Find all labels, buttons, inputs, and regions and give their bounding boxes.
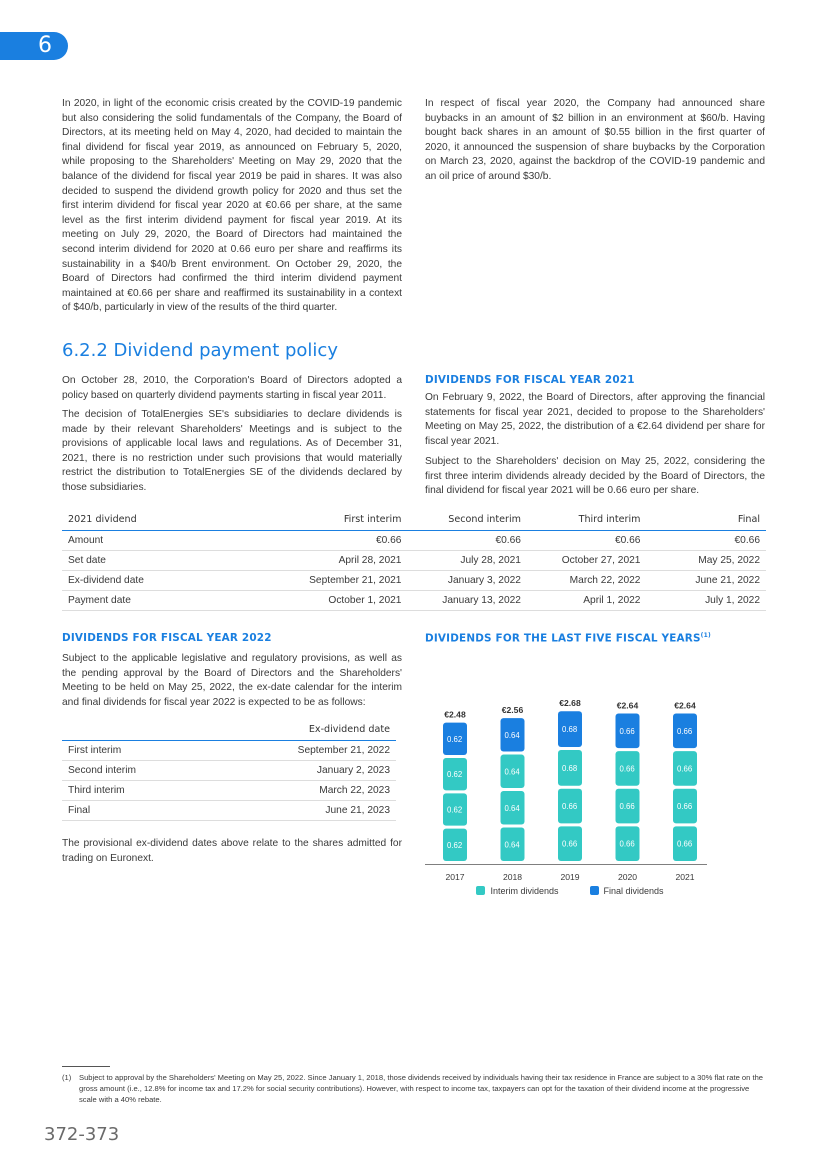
section-title: 6.2.2 Dividend payment policy <box>62 340 338 361</box>
page-number: 372-373 <box>44 1124 120 1145</box>
data-label: 0.64 <box>504 767 520 777</box>
x-tick-label: 2017 <box>445 872 465 882</box>
column-header: First interim <box>238 509 407 531</box>
data-label: 0.62 <box>447 840 463 850</box>
table-cell: October 27, 2021 <box>527 551 647 571</box>
column-header: Final <box>646 509 766 531</box>
row-label: Set date <box>62 551 238 571</box>
x-tick-label: 2019 <box>560 872 580 882</box>
fy2021-paragraph-1: On February 9, 2022, the Board of Directors, after approving the financial statements for fiscal year 2021, decided to propose to the Shareholders' Meeting on May 25, 2022, the distribution of a €2.64 dividend per share for fiscal year 2021. <box>425 392 765 447</box>
fy2021-heading: DIVIDENDS FOR FISCAL YEAR 2021 <box>425 374 635 386</box>
data-label: 0.66 <box>619 802 635 812</box>
table-cell: March 22, 2023 <box>224 781 396 801</box>
fy2022-paragraph: Subject to the applicable legislative and regulatory provisions, as well as the pending approval by the Board of Directors and the Shareholders' Meeting to be held on May 25, 2022, the ex-date calendar for the interim and final dividends for fiscal year 2022 is expected to be as follows: <box>62 653 402 708</box>
table-cell: March 22, 2022 <box>527 571 647 591</box>
legend-item-final <box>590 886 664 896</box>
column-header <box>62 719 224 741</box>
data-label: 0.62 <box>447 734 463 744</box>
table-cell: June 21, 2023 <box>224 801 396 821</box>
chart-legend <box>425 886 715 896</box>
total-label: €2.64 <box>616 700 639 711</box>
total-label: €2.56 <box>501 705 524 716</box>
chart-heading <box>425 632 711 644</box>
footnote-text: Subject to approval by the Shareholders' Meeting on May 25, 2022. Since January 1, 2018, those dividends received by individuals having their tax residence in France are subject to a 30% flat rate on the gross amount (i.e., 12.8% for income tax and 17.2% for social security contributions). However, with respect to income tax, taxpayers can opt for the taxation of their dividend income at the progressive scale with a 40% rebate. <box>79 1073 764 1105</box>
table-cell: July 1, 2022 <box>646 591 766 611</box>
section-number: 6 <box>38 33 52 58</box>
row-label: Payment date <box>62 591 238 611</box>
data-label: 0.66 <box>677 802 693 812</box>
table-cell: €0.66 <box>527 531 647 551</box>
column-header: 2021 dividend <box>62 509 238 531</box>
table-row <box>62 781 396 801</box>
data-label: 0.66 <box>562 802 578 812</box>
dividend-2021-table <box>62 509 766 611</box>
x-tick-label: 2020 <box>617 872 638 882</box>
total-label: €2.48 <box>444 709 466 720</box>
table-row <box>62 531 766 551</box>
data-label: 0.64 <box>504 730 520 740</box>
fy2022-heading: DIVIDENDS FOR FISCAL YEAR 2022 <box>62 632 272 644</box>
chart-heading-text: DIVIDENDS FOR THE LAST FIVE FISCAL YEARS <box>425 632 701 645</box>
legend-item-interim <box>476 886 558 896</box>
intro-left-paragraph: In 2020, in light of the economic crisis created by the COVID-19 pandemic but also considering the solid fundamentals of the Company, the Board of Directors, at its meeting held on May 4, 2020, had decided to maintain the final dividend for fiscal year 2019, as announced on February 5, 2020, while proposing to the Shareholders' Meeting on May 29, 2020 that the balance of the dividend for fiscal year 2019 be paid in shares. It was also decided to suspend the dividend growth policy for 2020 and thus set the first interim dividend for fiscal year 2020 at €0.66 per share, at the same level as the first interim dividend payment for fiscal year 2019. At its meeting on July 29, 2020, the Board of Directors had maintained the second interim dividend for 2020 at 0.66 euro per share and reaffirms its sustainability in a $40/b Brent environment. On October 29, 2020, the Board of Directors had confirmed the third interim dividend payment maintained at €0.66 per share and reaffirmed its sustainability in a context of $40/b, particularly in view of the results of the third quarter. <box>62 98 402 314</box>
data-label: 0.64 <box>504 840 520 850</box>
chart-heading-footnote-ref: (1) <box>700 632 711 639</box>
data-label: 0.62 <box>447 805 463 815</box>
table-cell: April 1, 2022 <box>527 591 647 611</box>
dividends-chart <box>425 655 715 905</box>
table-cell: €0.66 <box>646 531 766 551</box>
legend-swatch <box>476 886 485 895</box>
table-cell: April 28, 2021 <box>238 551 407 571</box>
data-label: 0.66 <box>619 764 635 774</box>
table-cell: July 28, 2021 <box>407 551 527 571</box>
table-row <box>62 801 396 821</box>
row-label: Ex-dividend date <box>62 571 238 591</box>
row-label: Third interim <box>62 781 224 801</box>
row-label: First interim <box>62 741 224 761</box>
footnote-marker: (1) <box>62 1073 72 1082</box>
table-row <box>62 591 766 611</box>
column-header: Ex-dividend date <box>224 719 396 741</box>
table-cell: September 21, 2021 <box>238 571 407 591</box>
table-row <box>62 551 766 571</box>
table-row <box>62 571 766 591</box>
data-label: 0.66 <box>677 839 693 849</box>
data-label: 0.66 <box>562 839 578 849</box>
total-label: €2.64 <box>674 700 696 711</box>
row-label: Amount <box>62 531 238 551</box>
table-header-row <box>62 719 396 741</box>
row-label: Final <box>62 801 224 821</box>
table-cell: January 2, 2023 <box>224 761 396 781</box>
row-label: Second interim <box>62 761 224 781</box>
x-tick-label: 2018 <box>502 872 523 882</box>
total-label: €2.68 <box>559 698 581 709</box>
table-cell: June 21, 2022 <box>646 571 766 591</box>
section-tab <box>0 32 68 60</box>
legend-swatch <box>590 886 599 895</box>
legend-label: Interim dividends <box>490 886 559 896</box>
table-cell: September 21, 2022 <box>224 741 396 761</box>
table-cell: May 25, 2022 <box>646 551 766 571</box>
data-label: 0.68 <box>562 763 578 773</box>
policy-paragraph-1: On October 28, 2010, the Corporation's Board of Directors adopted a policy based on quarterly dividend payments starting in fiscal year 2011. <box>62 375 402 401</box>
data-label: 0.66 <box>619 839 635 849</box>
data-label: 0.68 <box>562 725 578 735</box>
table-row <box>62 741 396 761</box>
table-row <box>62 761 396 781</box>
table-header-row <box>62 509 766 531</box>
exdividend-2022-table <box>62 719 396 821</box>
table-cell: €0.66 <box>238 531 407 551</box>
table-cell: October 1, 2021 <box>238 591 407 611</box>
footnote-rule <box>62 1066 110 1067</box>
legend-label: Final dividends <box>603 886 664 896</box>
data-label: 0.64 <box>504 803 520 813</box>
data-label: 0.66 <box>677 764 693 774</box>
data-label: 0.62 <box>447 770 463 780</box>
column-header: Second interim <box>407 509 527 531</box>
footnote <box>62 1072 766 1106</box>
data-label: 0.66 <box>619 726 635 736</box>
policy-paragraph-2: The decision of TotalEnergies SE's subsidiaries to declare dividends is made by their relevant Shareholders' Meetings and is subject to the provisions of applicable local laws and regulations. As of December 31, 2021, there is no restriction under such provisions that would materially restrict the distribution to TotalEnergies SE of the dividends declared by those subsidiaries. <box>62 409 402 493</box>
intro-right-paragraph: In respect of fiscal year 2020, the Company had announced share buybacks in an amount of $2 billion in an environment at $60/b. Having bought back shares in an amount of $0.55 billion in the first quarter of 2020, it announced the suspension of share buybacks by the Corporation on March 23, 2020, against the backdrop of the COVID-19 pandemic and an oil price of around $30/b. <box>425 98 765 182</box>
x-tick-label: 2021 <box>675 872 695 882</box>
table-cell: €0.66 <box>407 531 527 551</box>
fy2021-paragraph-2: Subject to the Shareholders' decision on May 25, 2022, considering the first three interim dividends already decided by the Board of Directors, the final dividend for fiscal year 2021 will be 0.66 euro per share. <box>425 456 765 497</box>
column-header: Third interim <box>527 509 647 531</box>
table-cell: January 13, 2022 <box>407 591 527 611</box>
data-label: 0.66 <box>677 726 693 736</box>
fy2022-note: The provisional ex-dividend dates above relate to the shares admitted for trading on Euronext. <box>62 838 402 864</box>
table-cell: January 3, 2022 <box>407 571 527 591</box>
